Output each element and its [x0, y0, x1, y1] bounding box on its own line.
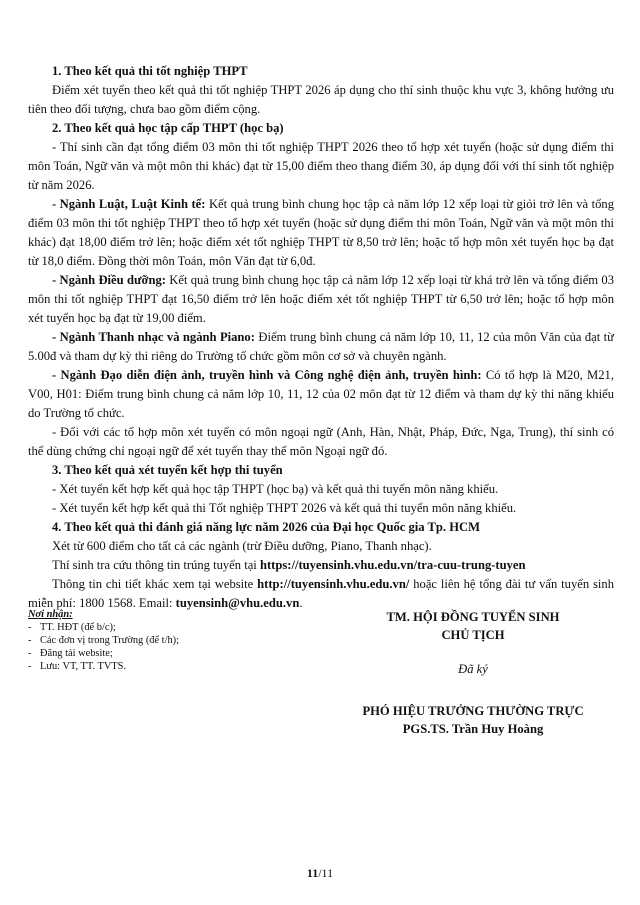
film-text: Có tổ hợp là M20, M21, V00, H01: Điểm trung bình chung cả năm lớp 10, 11, 12 của 02 môn đạt từ 12 điểm và tham dự kỳ thi năng khiếu do Trường tổ chức.: [28, 368, 615, 420]
nursing-text: Kết quả trung bình chung học tập cả năm lớp 12 xếp loại từ khá trở lên và tổng điểm 03 môn thi tốt nghiệp THPT đạt 16,50 điểm trở lên hoặc điểm xét tốt nghiệp THPT từ 6,50 trở lên; hoặc tổ hợp môn xét tuyển học bạ đạt từ 19,00 điểm.: [28, 273, 614, 325]
page-number-current: 11: [306, 866, 319, 880]
lookup-url: https://tuyensinh.vhu.edu.vn/tra-cuu-trung-tuyen: [259, 558, 526, 572]
law-paragraph: [28, 195, 614, 271]
details-end: .: [299, 596, 303, 610]
signature-org: TM. HỘI ĐỒNG TUYỂN SINH: [386, 610, 560, 624]
music-text: Điểm trung bình chung cả năm lớp 10, 11, 12 của môn Văn của đạt từ 5.00đ và tham dự kỳ thi riêng do Trường tổ chức gồm môn cơ sở và chuyên ngành.: [28, 330, 615, 363]
signature-name: PGS.TS. Trần Huy Hoàng: [402, 722, 544, 736]
page-number: [0, 866, 640, 881]
lookup-paragraph: [28, 556, 614, 575]
section-3-item-1: - Xét tuyển kết hợp kết quả học tập THPT (học bạ) và kết quả thi tuyển môn năng khiếu.: [52, 482, 499, 496]
signature-block: [328, 608, 618, 738]
page-number-total: /11: [318, 866, 334, 880]
section-4-text: Xét từ 600 điểm cho tất cả các ngành (trừ Điều dưỡng, Piano, Thanh nhạc).: [52, 539, 432, 553]
music-paragraph: [28, 328, 614, 366]
foreign-language-paragraph: - Đối với các tổ hợp môn xét tuyển có môn ngoại ngữ (Anh, Hàn, Nhật, Pháp, Đức, Nga, Trung), thí sinh có thể dùng chứng chỉ ngoại ngữ để xét tuyển thay thế môn Ngoại ngữ đó.: [28, 425, 614, 458]
recipients-title: Nơi nhận:: [28, 609, 73, 620]
details-text-2: hoặc liên hệ tổng đài tư vấn tuyển sinh miễn phí: 1800 1568. Email:: [28, 577, 614, 610]
nursing-paragraph: [28, 271, 614, 328]
section-3-heading: 3. Theo kết quả xét tuyển kết hợp thi tuyển: [52, 463, 283, 477]
details-url: http://tuyensinh.vhu.edu.vn/: [257, 577, 410, 591]
section-3-item-2: - Xét tuyển kết hợp kết quả thi Tốt nghiệp THPT 2026 và kết quả thi tuyển môn năng khiếu.: [52, 501, 517, 515]
section-1-text: Điểm xét tuyển theo kết quả thi tốt nghiệp THPT 2026 áp dụng cho thí sinh thuộc khu vực 3, không hưởng ưu tiên theo đối tượng, chưa bao gồm điểm cộng.: [28, 83, 614, 116]
section-4-heading: 4. Theo kết quả thi đánh giá năng lực năm 2026 của Đại học Quốc gia Tp. HCM: [52, 520, 481, 534]
recipient-item: - Các đơn vị trong Trường (để t/h);: [28, 635, 179, 646]
law-label: - Ngành Luật, Luật Kinh tế:: [52, 197, 206, 211]
details-email: tuyensinh@vhu.edu.vn: [175, 596, 300, 610]
signature-signed: Đã ký: [458, 662, 488, 676]
recipient-item: - Lưu: VT, TT. TVTS.: [28, 661, 127, 672]
recipients-block: [28, 608, 288, 673]
signature-role: CHỦ TỊCH: [441, 628, 505, 642]
music-label: - Ngành Thanh nhạc và ngành Piano:: [52, 330, 255, 344]
details-text-1: Thông tin chi tiết khác xem tại website: [52, 577, 258, 591]
recipient-item: - TT. HĐT (để b/c);: [28, 622, 116, 633]
document-footer: [28, 608, 614, 748]
section-1-heading: 1. Theo kết quả thi tốt nghiệp THPT: [52, 64, 248, 78]
signature-deputy-title: PHÓ HIỆU TRƯỞNG THƯỜNG TRỰC: [362, 704, 584, 718]
film-label: - Ngành Đạo diễn điện ảnh, truyền hình và Công nghệ điện ảnh, truyền hình:: [52, 368, 482, 382]
section-2-intro: - Thí sinh cần đạt tổng điểm 03 môn thi tốt nghiệp THPT 2026 theo tổ hợp xét tuyển (hoặc sử dụng điểm thi môn Toán, Ngữ văn và một môn thi khác) đạt từ 15,00 điểm theo thang điểm 30, áp dụng đối với thí sinh tốt nghiệp từ năm 2026.: [28, 140, 614, 192]
section-2-heading: 2. Theo kết quả học tập cấp THPT (học bạ): [52, 121, 284, 135]
recipient-item: - Đăng tải website;: [28, 648, 113, 659]
document-body: [28, 62, 614, 613]
law-text: Kết quả trung bình chung học tập cả năm lớp 12 xếp loại từ giỏi trở lên và tổng điểm 03 môn thi tốt nghiệp THPT theo tổ hợp xét tuyển (hoặc sử dụng điểm thi môn Toán, Ngữ văn và một môn thi khác) đạt 18,00 điểm trở lên; hoặc điểm xét tốt nghiệp THPT từ 8,50 trở lên; hoặc tổ hợp môn xét tuyển học bạ đạt từ 18,0 điểm. Đồng thời môn Toán, môn Văn đạt từ 6,0đ.: [28, 197, 614, 268]
lookup-text: Thí sinh tra cứu thông tin trúng tuyển tại: [52, 558, 260, 572]
film-paragraph: [28, 366, 614, 423]
nursing-label: - Ngành Điều dưỡng:: [52, 273, 166, 287]
recipients-list: [28, 621, 288, 673]
